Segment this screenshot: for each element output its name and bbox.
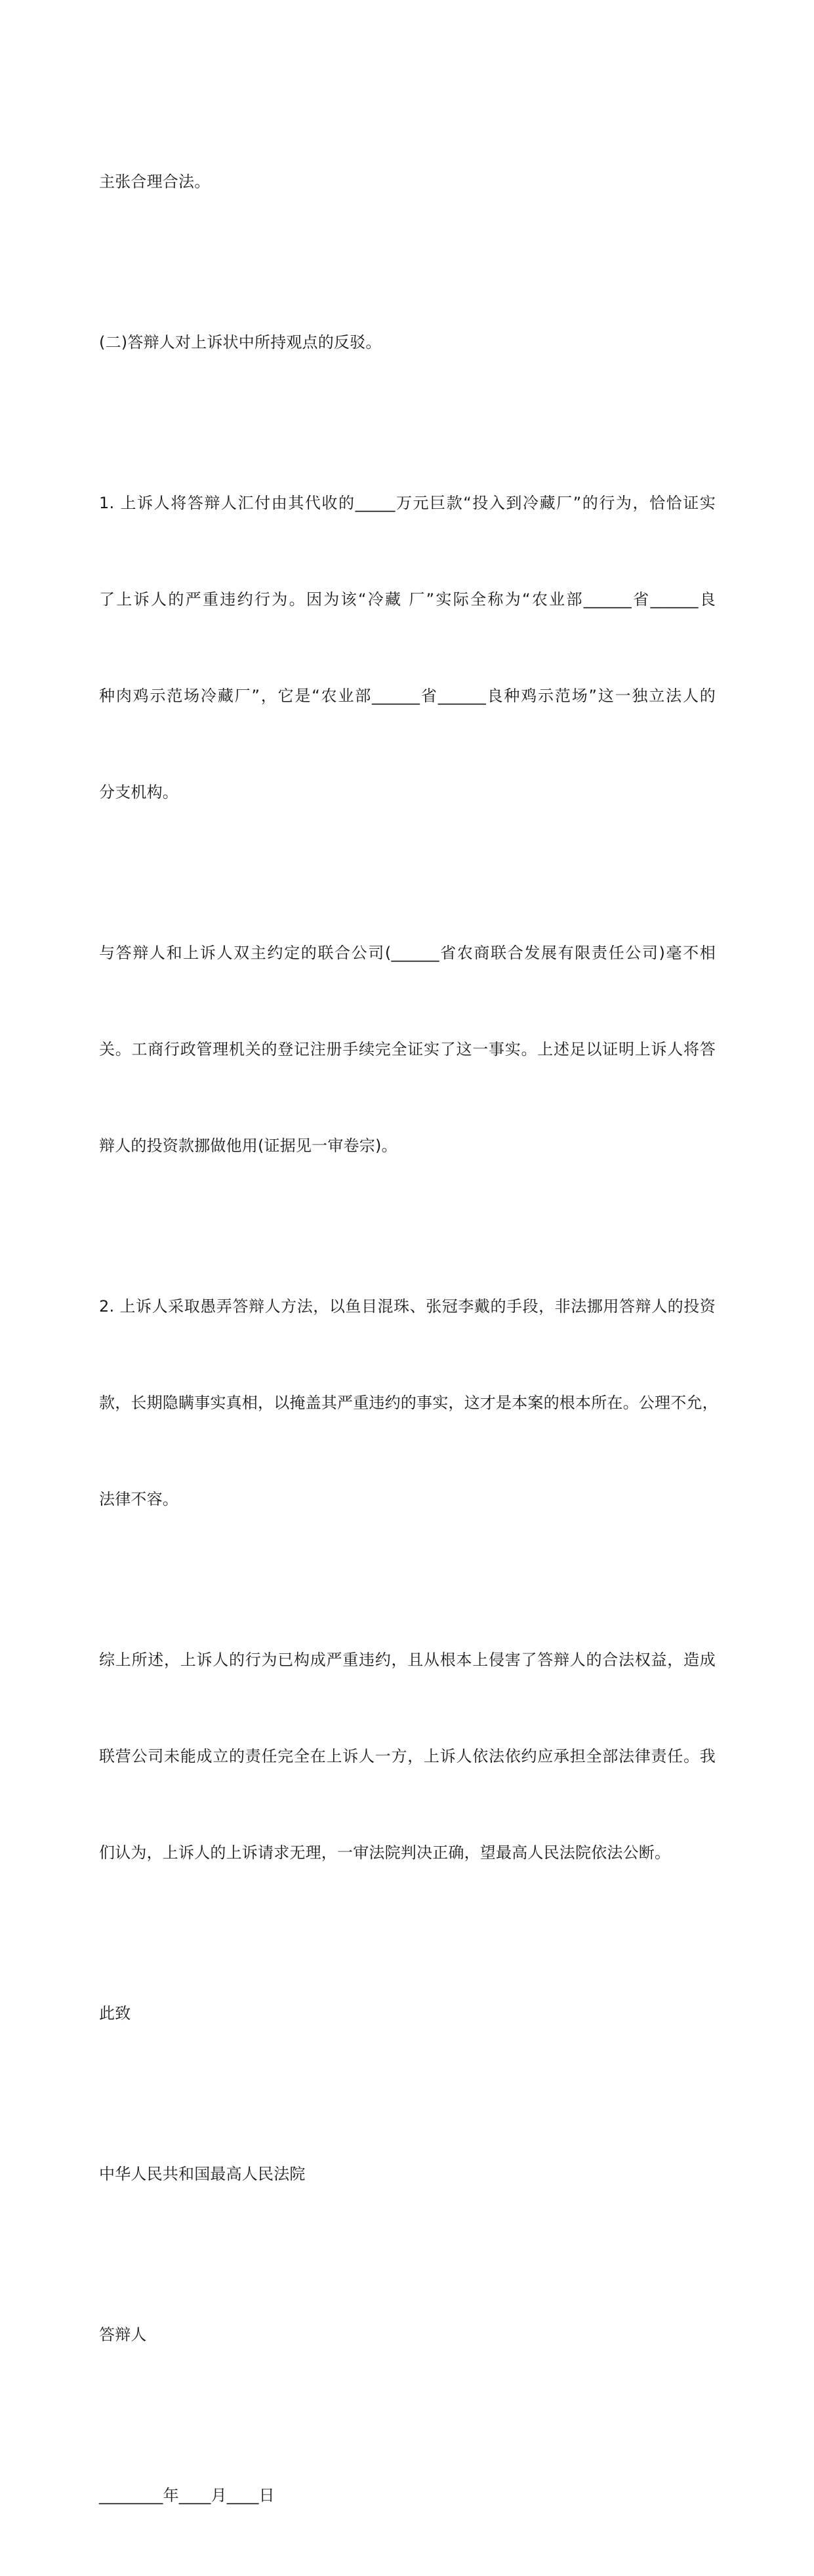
text-line: 与答辩人和上诉人双主约定的联合公司(______省农商联合发展有限责任公司)毫不相	[99, 944, 716, 962]
text-line: 1. 上诉人将答辩人汇付由其代收的_____万元巨款“投入到冷藏厂”的行为，恰恰证实	[99, 494, 716, 512]
text-line: 了上诉人的严重违约行为。因为该“冷藏 厂”实际全称为“农业部______省______良	[99, 590, 716, 609]
text-line: 种肉鸡示范场冷藏厂”，它是“农业部______省______良种鸡示范场”这一独立法人的	[99, 687, 716, 705]
paragraph-point-1	[99, 423, 716, 873]
text-line: 分支机构。	[99, 783, 178, 801]
signatory-label	[99, 2255, 716, 2415]
closing-salutation	[99, 1933, 716, 2094]
text-line: (二)答辩人对上诉状中所持观点的反驳。	[99, 333, 382, 352]
document-body	[99, 102, 716, 2576]
text-line: 此致	[99, 2004, 131, 2023]
date-line	[99, 2415, 716, 2576]
paragraph-joint-company	[99, 873, 716, 1226]
paragraph-summary	[99, 1580, 716, 1933]
text-line: 辩人的投资款挪做他用(证据见一审卷宗)。	[99, 1137, 397, 1155]
paragraph-rebuttal-heading	[99, 262, 716, 423]
text-line: 们认为，上诉人的上诉请求无理，一审法院判决正确，望最高人民法院依法公断。	[99, 1843, 671, 1862]
paragraph-point-2	[99, 1226, 716, 1580]
text-line: ________年____月____日	[99, 2486, 275, 2505]
paragraph-conclusion-fragment	[99, 102, 716, 262]
addressee-court	[99, 2094, 716, 2255]
text-line: 2. 上诉人采取愚弄答辩人方法，以鱼目混珠、张冠李戴的手段，非法挪用答辩人的投资	[99, 1297, 716, 1316]
text-line: 综上所述，上诉人的行为已构成严重违约，且从根本上侵害了答辩人的合法权益，造成	[99, 1651, 716, 1669]
text-line: 主张合理合法。	[99, 172, 211, 191]
text-line: 中华人民共和国最高人民法院	[99, 2165, 306, 2183]
text-line: 答辩人	[99, 2325, 147, 2344]
text-line: 联营公司未能成立的责任完全在上诉人一方，上诉人依法依约应承担全部法律责任。我	[99, 1747, 716, 1765]
text-line: 法律不容。	[99, 1490, 178, 1508]
text-line: 关。工商行政管理机关的登记注册手续完全证实了这一事实。上述足以证明上诉人将答	[99, 1040, 716, 1058]
text-line: 款，长期隐瞒事实真相，以掩盖其严重违约的事实，这才是本案的根本所在。公理不允，	[99, 1394, 718, 1412]
